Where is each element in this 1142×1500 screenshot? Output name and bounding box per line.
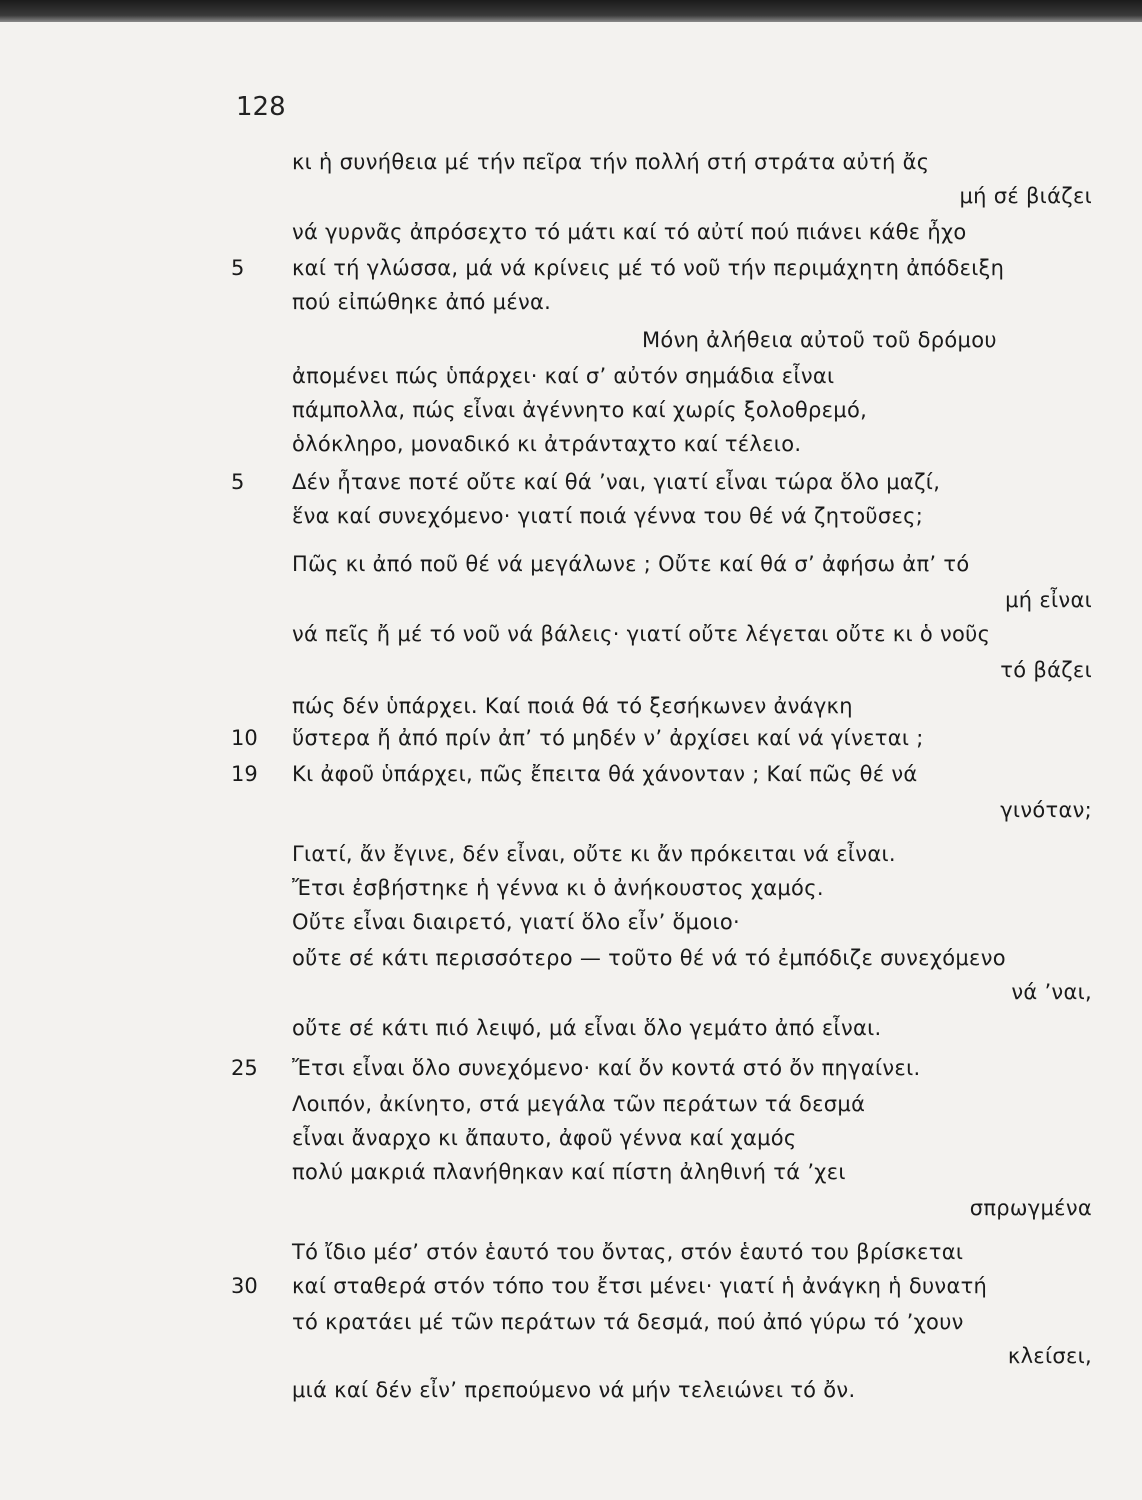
verse-line: οὔτε σέ κάτι πιό λειψό, μά εἶναι ὅλο γεμάτο ἀπό εἶναι. xyxy=(292,1016,882,1040)
line-number: 10 xyxy=(231,726,258,750)
verse-line: νά γυρνᾶς ἀπρόσεχτο τό μάτι καί τό αὐτί πού πιάνει κάθε ἦχο xyxy=(292,220,967,244)
verse-line: πολύ μακριά πλανήθηκαν καί πίστη ἀληθινή τά ’χει xyxy=(292,1160,846,1184)
verse-line: ἀπομένει πώς ὑπάρχει· καί σ’ αὐτόν σημάδια εἶναι xyxy=(292,364,835,388)
verse-line: μιά καί δέν εἶν’ πρεπούμενο νά μήν τελειώνει τό ὄν. xyxy=(292,1378,856,1402)
verse-line-indented: Μόνη ἀλήθεια αὐτοῦ τοῦ δρόμου xyxy=(642,328,997,352)
verse-line: τό κρατάει μέ τῶν περάτων τά δεσμά, πού ἀπό γύρω τό ’χουν xyxy=(292,1310,964,1334)
book-page xyxy=(0,22,1142,1500)
verse-line: οὔτε σέ κάτι περισσότερο — τοῦτο θέ νά τό ἐμπόδιζε συνεχόμενο xyxy=(292,946,1006,970)
verse-line: πώς δέν ὑπάρχει. Καί ποιά θά τό ξεσήκωνεν ἀνάγκη xyxy=(292,694,853,718)
verse-line: Γιατί, ἄν ἔγινε, δέν εἶναι, οὔτε κι ἄν πρόκειται νά εἶναι. xyxy=(292,842,896,866)
scan-top-edge xyxy=(0,0,1142,22)
verse-line: νά πεῖς ἤ μέ τό νοῦ νά βάλεις· γιατί οὔτε λέγεται οὔτε κι ὁ νοῦς xyxy=(292,622,991,646)
verse-line: ἕνα καί συνεχόμενο· γιατί ποιά γέννα του θέ νά ζητοῦσες; xyxy=(292,504,924,528)
line-number: 5 xyxy=(231,470,245,494)
verse-line-continuation: τό βάζει xyxy=(1000,658,1092,682)
verse-line: Πῶς κι ἀπό ποῦ θέ νά μεγάλωνε ; Οὔτε καί θά σ’ ἀφήσω ἀπ’ τό xyxy=(292,552,970,576)
verse-line-continuation: μή εἶναι xyxy=(1005,588,1092,612)
verse-line: Ἔτσι εἶναι ὅλο συνεχόμενο· καί ὄν κοντά στό ὄν πηγαίνει. xyxy=(292,1056,921,1080)
line-number: 5 xyxy=(231,256,245,280)
verse-line-continuation: μή σέ βιάζει xyxy=(959,184,1092,208)
verse-line: Δέν ἦτανε ποτέ οὔτε καί θά ’ναι, γιατί εἶναι τώρα ὅλο μαζί, xyxy=(292,470,941,494)
verse-line: πάμπολλα, πώς εἶναι ἀγέννητο καί χωρίς ξολοθρεμό, xyxy=(292,398,868,422)
verse-line-continuation: κλείσει, xyxy=(1007,1344,1092,1368)
verse-line: Οὔτε εἶναι διαιρετό, γιατί ὅλο εἶν’ ὅμοιο· xyxy=(292,910,741,934)
verse-line: καί σταθερά στόν τόπο του ἔτσι μένει· γιατί ἡ ἀνάγκη ἡ δυνατή xyxy=(292,1274,988,1298)
line-number: 25 xyxy=(231,1056,258,1080)
verse-line: πού εἰπώθηκε ἀπό μένα. xyxy=(292,290,552,314)
verse-line: Λοιπόν, ἀκίνητο, στά μεγάλα τῶν περάτων τά δεσμά xyxy=(292,1092,866,1116)
verse-line: Κι ἀφοῦ ὑπάρχει, πῶς ἔπειτα θά χάνονταν ; Καί πῶς θέ νά xyxy=(292,762,918,786)
verse-line-continuation: γινόταν; xyxy=(1000,798,1092,822)
verse-line: Ἔτσι ἐσβήστηκε ἡ γέννα κι ὁ ἀνήκουστος χαμός. xyxy=(292,876,824,900)
verse-line: κι ἡ συνήθεια μέ τήν πεῖρα τήν πολλή στή στράτα αὐτή ἄς xyxy=(292,150,930,174)
verse-line: Τό ἴδιο μέσ’ στόν ἑαυτό του ὄντας, στόν ἑαυτό του βρίσκεται xyxy=(292,1240,964,1264)
verse-line-continuation: νά ’ναι, xyxy=(1011,980,1092,1004)
page-number: 128 xyxy=(236,92,286,122)
line-number: 19 xyxy=(231,762,258,786)
verse-line: ὁλόκληρο, μοναδικό κι ἀτράνταχτο καί τέλειο. xyxy=(292,432,802,456)
verse-line: εἶναι ἄναρχο κι ἄπαυτο, ἀφοῦ γέννα καί χαμός xyxy=(292,1126,797,1150)
verse-line: ὕστερα ἤ ἀπό πρίν ἀπ’ τό μηδέν ν’ ἀρχίσει καί νά γίνεται ; xyxy=(292,726,924,750)
verse-line: καί τή γλώσσα, μά νά κρίνεις μέ τό νοῦ τήν περιμάχητη ἀπόδειξη xyxy=(292,256,1005,280)
verse-line-continuation: σπρωγμένα xyxy=(969,1196,1092,1220)
line-number: 30 xyxy=(231,1274,258,1298)
